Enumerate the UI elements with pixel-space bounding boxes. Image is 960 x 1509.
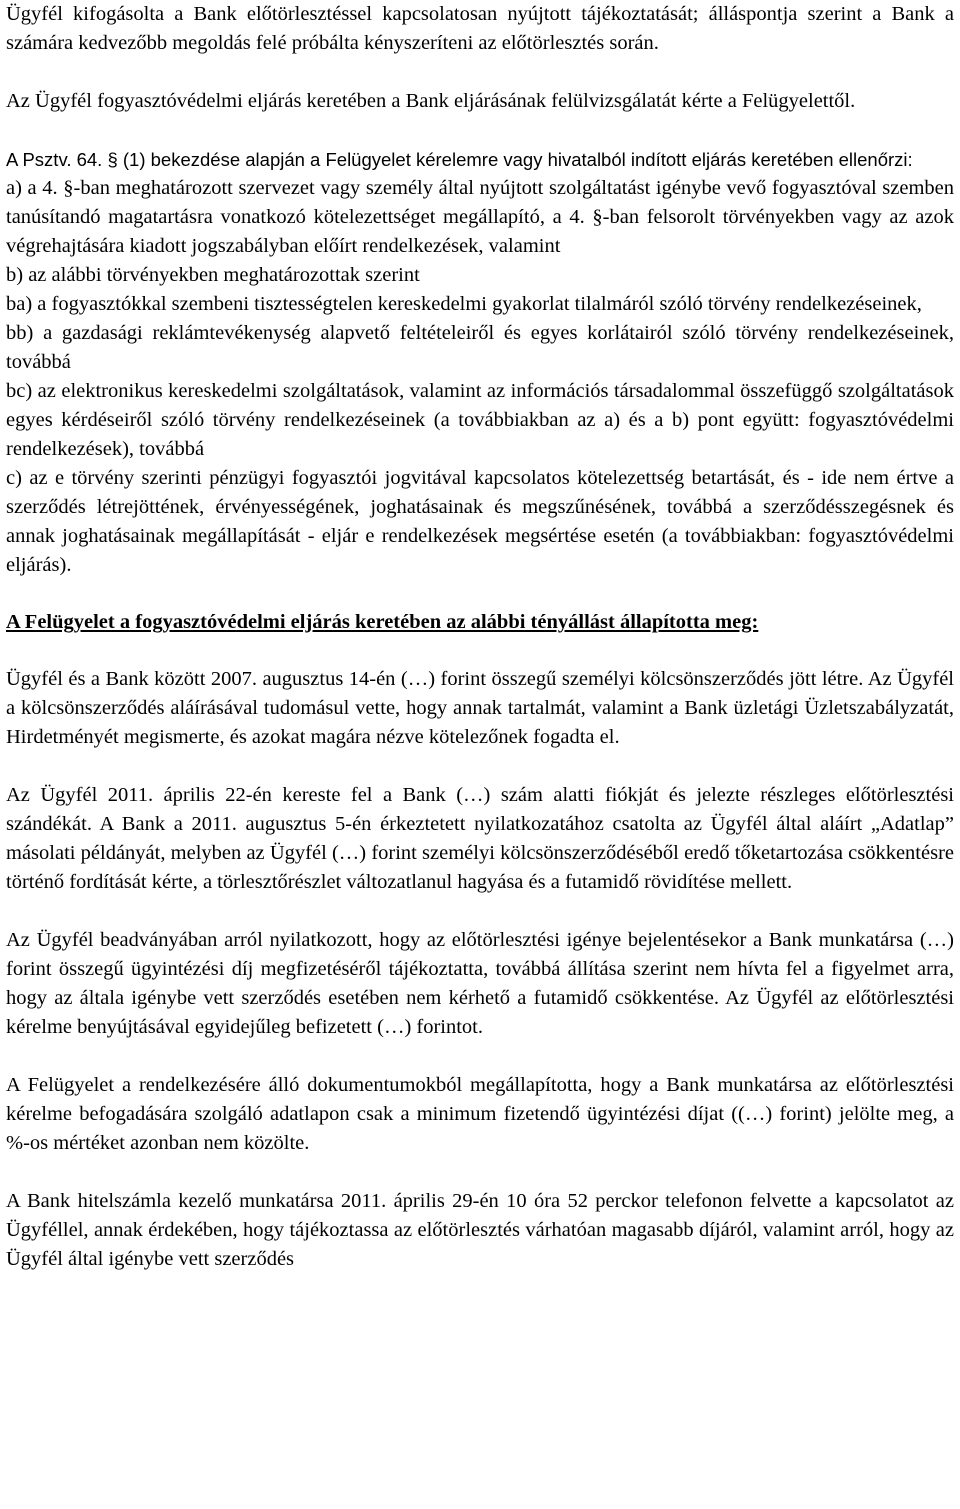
paragraph-supervisor-finding: A Felügyelet a rendelkezésére álló dokumentumokból megállapította, hogy a Bank munkatársa az előtörlesztési kérelme befogadására szolgáló adatlapon csak a minimum fizetendő ügyintézési díjat ((…) forint) jelölte meg, a %-os mértéket azonban nem közölte. bbox=[6, 1074, 954, 1154]
paragraph-point-bb: bb) a gazdasági reklámtevékenység alapvető feltételeiről és egyes korlátairól szóló törvény rendelkezéseinek, továbbá bbox=[6, 322, 954, 373]
paragraph-point-c: c) az e törvény szerinti pénzügyi fogyasztói jogvitával kapcsolatos kötelezettség betartását, és - ide nem értve a szerződés létrejöttének, érvényességének, joghatásainak és megszűnésének, továbbá a szerződésszegésnek és annak joghatásainak megállapítását - eljár e rendelkezések megsértése esetén (a továbbiakban: fogyasztóvédelmi eljárás). bbox=[6, 467, 954, 576]
paragraph-complaint: Ügyfél kifogásolta a Bank előtörlesztéssel kapcsolatosan nyújtott tájékoztatását; álláspontja szerint a Bank a számára kedvezőbb megoldás felé próbálta kényszeríteni az előtörlesztés során. bbox=[6, 3, 954, 54]
section-heading: A Felügyelet a fogyasztóvédelmi eljárás keretében az alábbi tényállást állapította meg: bbox=[6, 611, 759, 633]
paragraph-point-b: b) az alábbi törvényekben meghatározottak szerint bbox=[6, 264, 420, 286]
document-page bbox=[6, 0, 954, 1274]
paragraph-legal-basis: A Psztv. 64. § (1) bekezdése alapján a Felügyelet kérelemre vagy hivatalból indított eljárás keretében ellenőrzi: bbox=[6, 149, 913, 170]
paragraph-point-ba: ba) a fogyasztókkal szembeni tisztességtelen kereskedelmi gyakorlat tilalmáról szóló törvény rendelkezéseinek, bbox=[6, 293, 922, 315]
paragraph-prepayment-request: Az Ügyfél 2011. április 22-én kereste fel a Bank (…) szám alatti fiókját és jelezte részleges előtörlesztési szándékát. A Bank a 2011. augusztus 5-én érkeztetett nyilatkozatához csatolta az Ügyfél által aláírt „Adatlap” másolati példányát, melyben az Ügyfél (…) forint személyi kölcsönszerződéséből eredő tőketartozása csökkentésre történő fordítását kérte, a törlesztőrészlet változatlanul hagyása és a futamidő rövidítése mellett. bbox=[6, 784, 954, 893]
paragraph-point-bc: bc) az elektronikus kereskedelmi szolgáltatások, valamint az információs társadalommal összefüggő szolgáltatások egyes kérdéseiről szóló törvény rendelkezéseinek (a továbbiakban az a) és a b) pont együtt: fogyasztóvédelmi rendelkezések), továbbá bbox=[6, 380, 954, 460]
paragraph-review-request: Az Ügyfél fogyasztóvédelmi eljárás keretében a Bank eljárásának felülvizsgálatát kérte a Felügyelettől. bbox=[6, 90, 856, 112]
paragraph-client-statement: Az Ügyfél beadványában arról nyilatkozott, hogy az előtörlesztési igénye bejelentésekor a Bank munkatársa (…) forint összegű ügyintézési díj megfizetéséről tájékoztatta, továbbá állítása szerint nem hívta fel a figyelmet arra, hogy az általa igénybe vett szerződés esetében nem kérhető a futamidő csökkentése. Az Ügyfél az előtörlesztési kérelme benyújtásával egyidejűleg befizetett (…) forintot. bbox=[6, 929, 954, 1038]
paragraph-point-a: a) a 4. §-ban meghatározott szervezet vagy személy által nyújtott szolgáltatást igénybe vevő fogyasztóval szemben tanúsítandó magatartásra vonatkozó kötelezettséget megállapító, a 4. §-ban felsorolt törvényekben vagy az azok végrehajtására kiadott jogszabályban előírt rendelkezések, valamint bbox=[6, 177, 954, 257]
paragraph-phone-contact: A Bank hitelszámla kezelő munkatársa 2011. április 29-én 10 óra 52 perckor telefonon felvette a kapcsolatot az Ügyféllel, annak érdekében, hogy tájékoztassa az előtörlesztés várhatóan magasabb díjáról, valamint arról, hogy az Ügyfél által igénybe vett szerződés bbox=[6, 1190, 954, 1270]
paragraph-contract: Ügyfél és a Bank között 2007. augusztus 14-én (…) forint összegű személyi kölcsönszerződés jött létre. Az Ügyfél a kölcsönszerződés aláírásával tudomásul vette, hogy annak tartalmát, valamint a Bank üzletági Üzletszabályzatát, Hirdetményét megismerte, és azokat magára nézve kötelezőnek fogadta el. bbox=[6, 668, 954, 748]
